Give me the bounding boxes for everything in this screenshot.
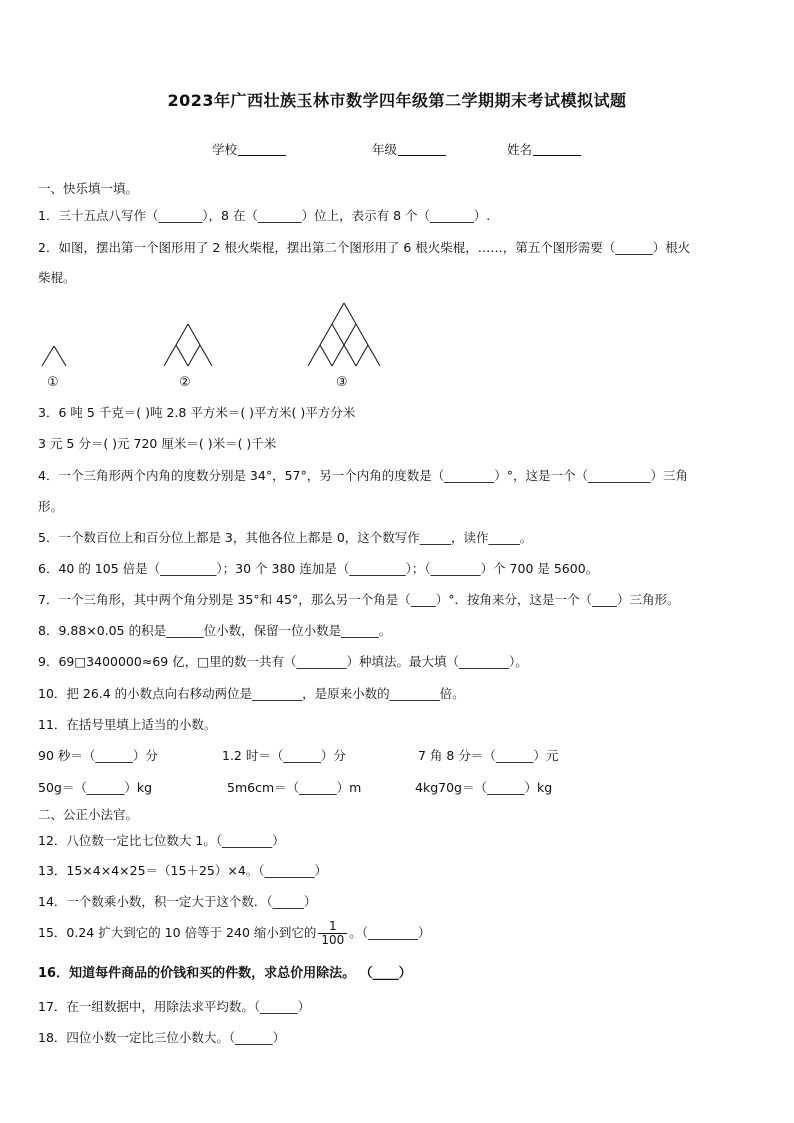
q11-item-6: 4kg70g＝（______）kg <box>415 780 553 795</box>
grade-label: 年级 <box>372 142 398 157</box>
q11-item-3: 7 角 8 分＝（______）元 <box>418 748 559 763</box>
question-3: 3．6 吨 5 千克＝( )吨 2.8 平方米＝( )平方米( )平方分米 <box>38 405 356 420</box>
fraction-denominator: 100 <box>321 933 345 947</box>
fraction-numerator: 1 <box>318 920 347 934</box>
question-10: 10．把 26.4 的小数点向右移动两位是________，是原来小数的________倍。 <box>38 686 465 701</box>
question-17: 17．在一组数据中，用除法求平均数。（______） <box>38 999 311 1014</box>
question-15 <box>38 920 431 947</box>
school-blank <box>238 142 286 156</box>
question-7: 7．一个三角形，其中两个角分别是 35°和 45°，那么另一个角是（____）°．按角来分，这是一个（____）三角形。 <box>38 592 680 607</box>
figure-3-shape <box>308 303 380 366</box>
question-13: 13．15×4×4×25＝（15＋25）×4。（________） <box>38 863 328 878</box>
q15-tail: 。（________） <box>349 925 431 940</box>
figure-3-label: ③ <box>336 375 348 390</box>
section-2-heading: 二、公正小法官。 <box>38 807 139 822</box>
name-label: 姓名 <box>507 142 533 157</box>
grade-field <box>372 140 446 158</box>
section-1-heading: 一、快乐填一填。 <box>38 181 139 196</box>
figure-2-shape <box>164 324 212 366</box>
q11-item-4: 50g＝（______）kg <box>38 780 153 795</box>
fraction-one-hundredth <box>318 920 347 947</box>
question-3-cont: 3 元 5 分＝( )元 720 厘米＝( )米＝( )千米 <box>38 436 277 451</box>
name-field <box>507 140 581 158</box>
figure-1-shape <box>42 346 66 366</box>
question-6: 6．40 的 105 倍是（_________）；30 个 380 连加是（_________）；（________）个 700 是 5600。 <box>38 561 599 576</box>
school-label: 学校 <box>212 142 238 157</box>
question-1: 1．三十五点八写作（_______），8 在（_______）位上，表示有 8 个（_______）. <box>38 208 491 223</box>
matchstick-figures <box>30 300 390 375</box>
q15-text: 15．0.24 扩大到它的 10 倍等于 240 缩小到它的 <box>38 925 317 940</box>
q11-item-2: 1.2 时＝（______）分 <box>222 748 346 763</box>
figure-2-label: ② <box>179 375 191 390</box>
question-16: 16．知道每件商品的价钱和买的件数，求总价用除法。 （____） <box>38 966 412 981</box>
question-14: 14．一个数乘小数，积一定大于这个数．（_____） <box>38 894 317 909</box>
school-field <box>212 140 286 158</box>
figure-1-label: ① <box>47 375 59 390</box>
question-12: 12．八位数一定比七位数大 1。（________） <box>38 833 285 848</box>
question-2-cont: 柴棍。 <box>38 270 76 285</box>
q11-item-5: 5m6cm＝（______）m <box>227 780 362 795</box>
question-9: 9．69□3400000≈69 亿，□里的数一共有（________）种填法。最大填（________）。 <box>38 654 528 669</box>
question-2: 2．如图，摆出第一个图形用了 2 根火柴棍，摆出第二个图形用了 6 根火柴棍，……，第五个图形需要（______）根火 <box>38 240 691 255</box>
question-4: 4．一个三角形两个内角的度数分别是 34°，57°，另一个内角的度数是（________）°，这是一个（__________）三角 <box>38 468 688 483</box>
page-title: 2023年广西壮族玉林市数学四年级第二学期期末考试模拟试题 <box>167 91 627 110</box>
question-4-cont: 形。 <box>38 499 64 514</box>
question-8: 8．9.88×0.05 的积是______位小数，保留一位小数是______。 <box>38 623 392 638</box>
question-5: 5．一个数百位上和百分位上都是 3，其他各位上都是 0，这个数写作_____，读作_____。 <box>38 530 533 545</box>
question-18: 18．四位小数一定比三位小数大。（______） <box>38 1030 286 1045</box>
grade-blank <box>398 142 446 156</box>
name-blank <box>533 142 581 156</box>
q11-item-1: 90 秒＝（______）分 <box>38 748 158 763</box>
question-11: 11．在括号里填上适当的小数。 <box>38 717 217 732</box>
